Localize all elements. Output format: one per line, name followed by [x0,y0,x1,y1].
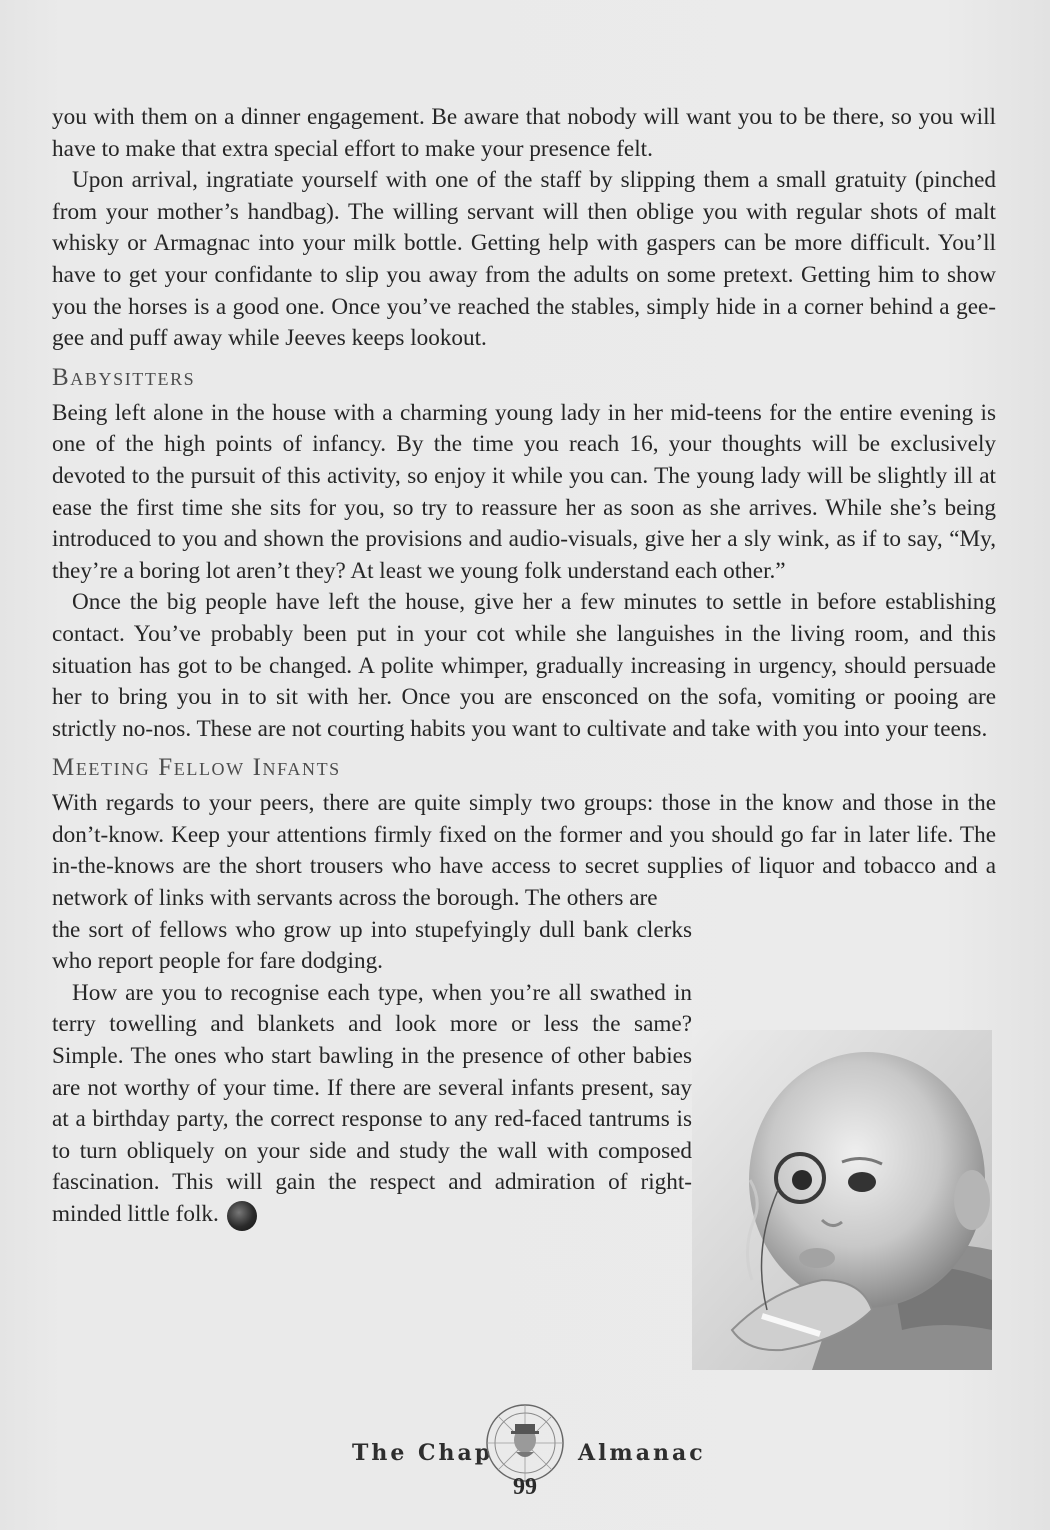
babysitters-heading: Babysitters [52,363,196,391]
footer-title-right: Almanac [578,1440,706,1466]
baby-monocle-photo [692,1030,992,1370]
footer-title-left: The Chap [352,1440,494,1466]
meeting-paragraph-narrow-2-text: How are you to recognise each type, when you’re all swathed in terry towelling and blankets and look more or less the same? Simple. The ones who start bawling in the presence of other babies are not worthy of your time. If there are several infants present, say at a birthday party, the correct response to any red-faced tantrums is to turn obliquely on your side and study the wall with composed fascination. This will gain the respect and admiration of right-minded little folk. [52,979,692,1227]
page-footer [0,1400,1050,1510]
meeting-paragraph-wide: With regards to your peers, there are quite simply two groups: those in the know and those in the don’t-know. Keep your attentions firmly fixed on the former and you should go far in later life. The in-the-knows are the short trousers who have access to secret supplies of liquor and tobacco and a network of links with servants across the borough. The others are [52,790,996,912]
babysitters-paragraph-2: Once the big people have left the house, give her a few minutes to settle in before establishing contact. You’ve probably been put in your cot while she languishes in the living room, and this situation has got to be changed. A polite whimper, gradually increasing in urgency, should persuade her to bring you in to sit with her. Once you are ensconced on the sofa, vomiting or pooing are strictly no-nos. These are not courting habits you want to cultivate and take with you into your teens. [52,589,996,742]
intro-paragraph-1: you with them on a dinner engagement. Be aware that nobody will want you to be there, so you will have to make that extra special effort to make your presence felt. [52,104,996,162]
page-number: 99 [513,1474,537,1500]
babysitters-paragraph-1: Being left alone in the house with a charming young lady in her mid-teens for the entire evening is one of the high points of infancy. By the time you reach 16, your thoughts will be exclusively devoted to the pursuit of this activity, so enjoy it while you can. The young lady will be slightly ill at ease the first time she sits for you, so try to reassure her as soon as she arrives. While she’s being introduced to you and shown the provisions and audio-visuals, give her a sly wink, as if to say, “My, they’re a boring lot aren’t they? At least we young folk understand each other.” [52,399,996,584]
baby-photo-graphic [692,1030,992,1370]
end-mark-icon [227,1201,257,1231]
intro-paragraph-2: Upon arrival, ingratiate yourself with one of the staff by slipping them a small gratuity (pinched from your mother’s handbag). The willing servant will then oblige you with regular shots of malt whisky or Armagnac into your milk bottle. Getting help with gaspers can be more difficult. You’ll have to get your confidante to slip you away from the adults on some pretext. Getting him to show you the horses is a good one. Once you’ve reached the stables, simply hide in a corner behind a gee-gee and puff away while Jeeves keeps lookout. [52,167,996,352]
meeting-heading: Meeting Fellow Infants [52,754,341,782]
meeting-paragraph-narrow-1: the sort of fellows who grow up into stupefyingly dull bank clerks who report people for fare dodging. [52,916,692,975]
meeting-paragraph-narrow-2 [52,978,692,1231]
